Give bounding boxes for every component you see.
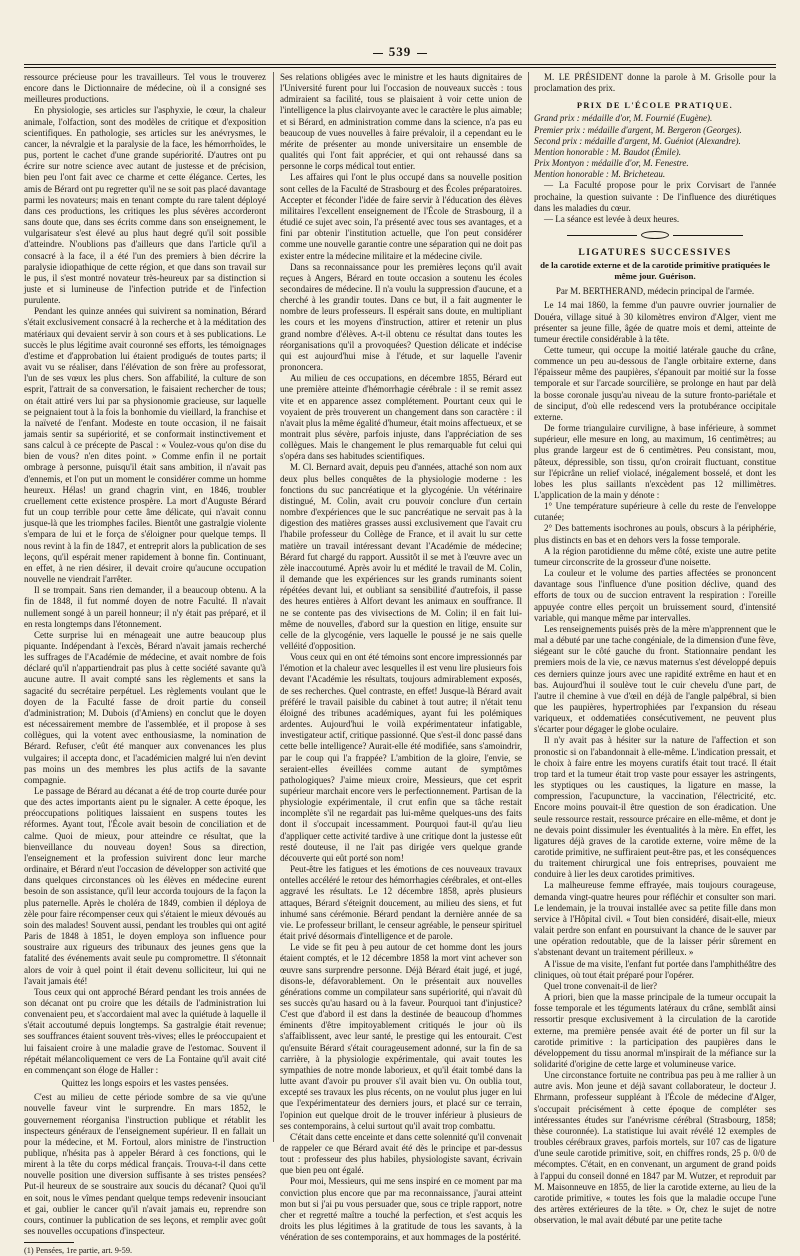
paragraph: A l'issue de ma visite, l'enfant fut portée dans l'amphithéâtre des cliniques, où tout était préparé pour l'opérer. — [534, 958, 776, 980]
column-2 — [280, 72, 522, 1243]
paragraph: La couleur et le volume des parties affectées se prononcent davantage sous l'influence d'une position déclive, quand des efforts de toux ou de succion entravent la respiration : l'oreille appuyée contre elles perçoit un bruissement sourd, d'intensité variable, qui manque même par intervalles. — [534, 568, 776, 623]
paragraph: A priori, bien que la masse principale de la tumeur occupait la fosse temporale et les téguments latéraux du crâne, semblât ainsi ressortir presque exclusivement à la circulation de la carotide externe, ma première pensée avait été de porter un fil sur la carotide primitive : la participation des paupières dans le développement du tissu anormal m'inspirait de la méfiance sur la solidarité d'origine de cette large et volumineuse varice. — [534, 992, 776, 1069]
article-title: LIGATURES SUCCESSIVES — [578, 247, 732, 259]
prize-heading: PRIX DE L'ÉCOLE PRATIQUE. — [576, 101, 734, 111]
paragraph: Une circonstance fortuite ne contribua pas peu à me rallier à un autre avis. Mon jeune et déjà savant collaborateur, le docteur J. Ehrmann, professeur suppléant à l'École de médecine d'Alger, s'occupait précisément à cette époque de compléter ses intéressantes études sur l'anévrisme cérébral (Strasbourg, 1858; thèse couronnée). La statistique lui avait révélé 12 exemples de troubles cérébraux graves, parfois mortels, sur 107 cas de ligature d'une seule carotide primitive, soit, en chiffres ronds, 25 p. 0/0 de mécomptes. C'était, en en convenant, un argument de grand poids à l'appui du conseil donné en 1847 par M. Wutzer, et reproduit par M. Maisonneuve en 1855, de lier la carotide externe, au lieu de la carotide primitive, « toutes les fois que la maladie occupe l'une des artères extérieures de la tête. » Or, chez le sujet de notre observation, le mal avait débuté par une petite tache — [534, 1070, 776, 1226]
page-number: 539 — [24, 44, 776, 60]
prize-line: Prix Montyon : médaille d'or, M. Fenestre. — [534, 158, 689, 169]
paragraph: A la région parotidienne du même côté, existe une autre petite tumeur circonscrite de la grosseur d'une noisette. — [534, 545, 776, 567]
prize-line: Mention honorable : M. Baudot (Émile). — [534, 146, 681, 157]
header-rule-thin — [24, 67, 776, 68]
paragraph: Vous ceux qui en ont été témoins sont encore impressionnés par l'émotion et la chaleur avec lesquelles il est venu lire plusieurs fois devant l'Académie les résultats, toujours admirablement exposés, de ses recherches. Quel contraste, en effet! Jusque-là Bérard avait préféré le travail paisible du cabinet à tout autre; il n'était tenu éloigné des tribunes académiques, ayant fui les polémiques ardentes. Aujourd'hui le voilà expérimentateur infatigable, investigateur actif, critique passionné. Que s'est-il donc passé dans cette belle intelligence? Aurait-elle été modifiée, sans s'amoindrir, par le coup qui l'a frappée? L'ambition de la gloire, l'envie, se seraient-elles éveillées comme autant de symptômes pathologiques? J'aime mieux croire, Messieurs, que cet esprit supérieur marchait encore vers le perfectionnement. Partisan de la physiologie expérimentale, il crut enfin que sa tâche restait incomplète s'il ne regardait pas lui-même quelques-uns des faits dont il s'occupait incessamment. Pourquoi faut-il qu'au lieu d'appliquer cette activité tardive à une critique dont la justesse eût resté douteuse, il ne l'ait pas dirigée vers quelque grande découverte qui eût porté son nom! — [280, 652, 522, 863]
paragraph: M. Cl. Bernard avait, depuis peu d'années, attaché son nom aux deux plus belles conquêtes de la physiologie moderne : les fonctions du suc pancréatique et la glycogénie. Un vétérinaire distingué, M. Colin, avait cru pouvoir conclure d'un certain nombre d'expériences que le suc pancréatique ne servait pas à la digestion des matières grasses aussi exclusivement que l'avait cru l'habile professeur du Collège de France, et il avait lu sur cette matière un travail intéressant devant l'Académie de médecine; Bérard fut chargé du rapport. Aussitôt il se met à l'œuvre avec un zèle inaccoutumé. Après avoir lu et médité le travail de M. Colin, il demande que les expériences sur les grands ruminants soient répétées devant lui, et oubliant sa sensibilité d'autrefois, il passe des heures entières à Alfort devant les animaux en souffrance. Il ne se contente pas des vivisections de M. Colin; il en fait lui-même de nouvelles, d'abord sur la question en litige, ensuite sur celle de la glycogénie, vers laquelle le poussé je ne sais quelle velléité d'opposition. — [280, 462, 522, 651]
paragraph: En physiologie, ses articles sur l'asphyxie, le cœur, la chaleur animale, l'olfaction, sont des modèles de critique et d'exposition scientifiques. En pathologie, ses articles sur les anévrysmes, le cancer, la névralgie et la paralysie de la face, les hémorrhoïdes, le pus, portent le cachet d'une grande supériorité. D'autres ont pu écrire sur notre science avec autant de justesse et de précision, bien peu l'ont fait avec ce charme et cette élégance. Certes, les amis de Bérard ont pu regretter qu'il ne se soit pas placé davantage parmi les novateurs; mais en tenant compte du rare talent déployé dans ces productions, les critiques les plus sévères accorderont sans doute que, dans ses écrits comme dans son enseignement, le vulgarisateur s'est élevé au plus haut degré qu'il soit possible d'atteindre. N'oublions pas d'ailleurs que dans l'article qu'il a consacré à la face, il a été l'un des premiers à bien décrire la paralysie idiopathique de cette région, et que dans son travail sur le pus, il s'est montré novateur très-heureux par sa distinction si juste et si lumineuse de l'infection putride et de l'infection purulente. — [24, 105, 266, 306]
paragraph: Les renseignements puisés près de la mère m'apprennent que le mal a débuté par une tache congéniale, de la dimension d'une fève, siégeant sur le côté gauche du front. Stationnaire pendant les premiers mois de la vie, ce nævus maternus s'est développé depuis ces derniers quinze jours avec une rapidité extrême en haut et en bas. Aujourd'hui il soulève tout le cuir chevelu d'une part, de l'autre il chemine à vue d'œil en déjà de l'angle palpébral, si bien que les paupières, hypertrophiées par l'expansion du réseau variqueux, et oddematiées consécutivement, ne peuvent plus s'écarter pour dégager le globe oculaire. — [534, 623, 776, 735]
prize-line: Premier prix : médaille d'argent, M. Bergeron (Georges). — [534, 124, 742, 135]
paragraph: Quel trone convenait-il de lier? — [544, 980, 658, 991]
paragraph: Le vide se fit peu à peu autour de cet homme dont les jours étaient comptés, et le 12 décembre 1858 la mort vint achever son œuvre sans surprendre personne. Déjà Bérard était jugé, et jugé, disons-le, défavorablement. On le présentait aux nouvelles générations comme un compilateur sans supériorité, qui n'avait dû ses succès qu'au hasard ou à la faveur. Pourquoi tant d'injustice? C'est que d'abord il est dans la destinée de beaucoup d'hommes éminents d'être impitoyablement critiqués le jour où ils s'affaiblissent, avec leur santé, le prestige qui les entourait. C'est qu'ensuite Bérard s'était courageusement adonné, sur la fin de sa carrière, à la physiologie expérimentale, qui avait toutes les sympathies de notre monde laborieux, et qu'il était tombé dans la lutte avant d'avoir pu prouver s'il avait bien vu. On oublia tout, excepté ses travaux les plus récents, on ne voulut plus juger en lui que l'expérimentateur des derniers jours, et placé sur ce terrain, l'opinion eut quelque droit de le trouver inférieur à plusieurs de ses contemporains, à celui surtout qu'il avait trop combattu. — [280, 942, 522, 1131]
paragraph: Cette tumeur, qui occupe la moitié latérale gauche du crâne, commence un peu au-dessous de l'angle orbitaire externe, dans l'épaisseur même des paupières, s'épanouit par moitié sur la fosse temporale et sur l'arcade sourcilière, se prolonge en haut par delà la bosse coronale jusqu'au niveau de la suture fronto-pariétale et de sinciput, d'où elle redescend vers la protubérance occipitale externe. — [534, 344, 776, 422]
header-rule — [24, 64, 776, 65]
paragraph: Le passage de Bérard au décanat a été de trop courte durée pour que des actes importants aient pu le signaler. A cette époque, les préoccupations politiques laissaient en suspens toutes les réformes. Ayant tout, l'École avait besoin de conciliation et de calme. Quoi de mieux, pour atteindre ce résultat, que la bienveillance du nouveau doyen! Sous sa direction, l'enseignement et la profession suivirent donc leur marche ordinaire, et Bérard n'eut l'occasion de développer son activité que dans quelques circonstances où les élèves en médecine eurent besoin de son assistance, qu'il leur accorda toujours de la façon la plus paternelle. Après le choléra de 1849, combien il déploya de zèle pour faire récompenser ceux qui s'étaient le mieux dévoués au soin des malades! Souvent aussi, pendant les troubles qui ont agité Paris de 1848 à 1851, le doyen employa son influence pour soustraire aux rigueurs des tribunaux des jeunes gens que la fatalité des événements avait seule pu compromettre. Il s'étonnait alors de voir à quel point il était devenu solliciteur, lui qui ne l'avait jamais été! — [24, 786, 266, 986]
paragraph: ressource précieuse pour les travailleurs. Tel vous le trouverez encore dans le Dictionnaire de médecine, où il a consigné ses meilleures productions. — [24, 72, 266, 105]
paragraph: C'est au milieu de cette période sombre de sa vie qu'une nouvelle faveur vint le surprendre. En mars 1852, le gouvernement réorganisa l'instruction publique et rétablit les inspecteurs généraux de l'enseignement supérieur. Il en fallait un pour la médecine, et M. Fortoul, alors ministre de l'instruction publique, n'hésita pas à appeler Bérard à ces fonctions, qui le mirent à la tête du corps médical français. Trouva-t-il dans cette nouvelle position une diversion suffisante à ses tristes pensées? Put-il heureux de se soustraire aux soucis du décanat? Quoi qu'il en soit, nous le vîmes pendant quelque temps redevenir insouciant et gai, oublier le cancer qu'il n'avait jamais eu, reprendre son cours, continuer la publication de ses leçons, et remplir avec goût ses nouvelles occupations d'inspecteur. — [24, 1092, 266, 1237]
paragraph: Il se trompait. Sans rien demander, il a beaucoup obtenu. A la fin de 1848, il fut nommé doyen de notre Faculté. Il n'avait nullement songé à un pareil honneur; il n'y était pas préparé, et il en resta longtemps dans l'étonnement. — [24, 585, 266, 629]
paragraph: Il n'y avait pas à hésiter sur la nature de l'affection et son pronostic si on l'abandonnait à elle-même. L'indication pressait, et le choix à faire entre les moyens curatifs était tout tracé. Il était trop tard et la tumeur était trop vaste pour essayer les astringents, les styptiques ou les caustiques, la ligature en masse, la compression, l'acupuncture, la vaccination, l'électricité, etc. Encore moins pouvait-il être question de son éradication. Une seule ressource restait, ressource précaire en elle-même, et dont je ne devais point dissimuler les éventualités à la mère. En effet, les ligatures déjà graves de la carotide externe, voire même de la carotide primitive, ne suffiraient peut-être pas, et les conséquences du traitement chirurgical une fois entreprises, pouvaient me conduire à lier les deux carotides primitives. — [534, 735, 776, 880]
paragraph: Tous ceux qui ont approché Bérard pendant les trois années de son décanat ont pu croire que les détails de l'administration lui convenaient peu, et s'accordaient mal avec la quiétude à laquelle il s'était accoutumé depuis longtemps. Sa gastralgie était revenue; ses souffrances étaient souvent très-vives; elles le préoccupaient et lui faisaient croire à une maladie grave de l'estomac. Souvent il répétait mélancoliquement ce vers de La Fontaine qu'il avait cité en commençant son éloge de Haller : — [24, 986, 266, 1075]
prize-line: Second prix : médaille d'argent, M. Guéniot (Alexandre). — [534, 135, 741, 146]
paragraph: Dans sa reconnaissance pour les premières leçons qu'il avait reçues à Angers, Bérard en toute occasion a soutenu les écoles secondaires de médecine. Il n'a voulu la suppression d'aucune, et a cherché à les grandir toutes. Dans ce but, il a fait augmenter le nombre de leurs professeurs. Il espérait sans doute, en multipliant les cours et les moyens d'instruction, attirer et retenir un plus grand nombre d'élèves. A-t-il obtenu ce résultat dans toutes les réorganisations qu'il a provoquées? Question délicate et indécise qui est aujourd'hui mise à l'étude, et sur laquelle l'avenir prononcera. — [280, 261, 522, 373]
paragraph: Pour moi, Messieurs, qui me sens inspiré en ce moment par ma conviction plus encore que par ma reconnaissance, j'aurai atteint mon but si j'ai pu vous persuader que, sous ce triple rapport, notre cher et regretté maître a touché la perfection, et s'est acquis les droits les plus légitimes à la gratitude de tous les savants, à la vénération de ses contemporains, et aux hommages de la postérité. — [280, 1176, 522, 1243]
paragraph: 1° Une température supérieure à celle du reste de l'enveloppe cutanée; — [534, 501, 776, 523]
faculty-question: — La Faculté propose pour le prix Corvisart de l'année prochaine, la question suivante : De l'influence des diurétiques dans les maladies du cœur. — [534, 180, 776, 213]
paragraph: Cette surprise lui en ménageait une autre beaucoup plus piquante. Indépendant à l'excès, Bérard n'avait jamais recherché les suffrages de l'Académie de médecine, et avait nombre de fois déclaré qu'il n'appartiendrait pas plus à cette société savante qu'à aucune autre. Il avait compté sans les règlements et sans la sagacité du secrétaire perpétuel. Les règlements voulant que le doyen de la Faculté fasse de droit partie du conseil d'administration; M. Dubois (d'Amiens) en conclut que le doyen est nécessairement membre de l'assemblée, et il propose à ses collègues, qui la votent avec enthousiasme, la nomination de Bérard. Refuser, c'eût été manquer aux convenances les plus vulgaires; il accepta donc, et l'académicien malgré lui n'en devint pas moins un des membres les plus actifs de la savante compagnie. — [24, 629, 266, 785]
paragraph: 2° Des battements isochrones au pouls, obscurs à la périphérie, plus distincts en bas et en dehors vers la fosse temporale. — [534, 523, 776, 545]
column-divider-2 — [528, 72, 529, 1142]
paragraph: Au milieu de ces occupations, en décembre 1855, Bérard eut une première atteinte d'hémorrhagie cérébrale : il se remit assez vite et en apparence assez complétement. Pourtant ceux qui le voyaient de près trouverent un changement dans son caractère : il n'avait plus la même égalité d'humeur, était moins affectueux, et se montrait plus sévère, parfois injuste, dans l'appréciation de ses collègues. Mais le changement le plus remarquable fut celui qui s'opéra dans ses habitudes scientifiques. — [280, 373, 522, 462]
paragraph: Peut-être les fatigues et les émotions de ces nouveaux travaux ontelles accéléré le retour des hémorrhagies cérébrales, et ont-elles aggravé les résultats. Le 12 décembre 1858, après plusieurs attaques, Bérard s'éteignit doucement, au milieu des siens, et fut inhumé sans cérémonie. Bérard pendant la dernière année de sa vie. Le professeur brillant, le censeur agréable, le penseur spirituel était privé désormais d'intelligence et de parole. — [280, 864, 522, 942]
column-3 — [534, 72, 776, 1226]
president-intro: M. LE PRÉSIDENT donne la parole à M. Grisolle pour la proclamation des prix. — [534, 72, 776, 94]
article-byline: Par M. BERTHERAND, médecin principal de l'armée. — [555, 286, 755, 297]
paragraph: Ses relations obligées avec le ministre et les hauts dignitaires de l'Université furent pour lui l'occasion de nouveaux succès : tous admiraient sa facilité, tous se plaisaient à voir cette union de l'intelligence la plus clairvoyante avec le caractère le plus aimable; et si Bérard, en administration comme dans la science, n'a pas eu beaucoup de vues nouvelles à faire prévaloir, il a cependant eu le mérite de présenter au monde universitaire un ensemble de qualités qui l'ont fait apprécier, et qui ont rehaussé dans sa personne le corps médical tout entier. — [280, 72, 522, 172]
session-closing: — La séance est levée à deux heures. — [544, 213, 680, 224]
newspaper-page — [24, 0, 776, 1256]
paragraph: Le 14 mai 1860, la femme d'un pauvre ouvrier journalier de Douéra, village situé à 30 kilomètres environ d'Alger, vient me présenter sa jeune fille, âgée de quatre mois et demi, atteinte de tumeur érectile considérable à la tête. — [534, 300, 776, 344]
footnote-rule — [24, 1242, 74, 1243]
prize-line: Grand prix : médaille d'or, M. Fournié (Eugène). — [534, 113, 713, 124]
paragraph: De forme triangulaire curviligne, à base inférieure, à sommet supérieur, elle mesure en long, au maximum, 16 centimètres; au plus grande largeur est de 6 centimètres. Peu consistant, mou, pâteux, dépressible, son tissu, qu'on croirait fluctuant, constitue sur l'épicrâne un relief violacé, inégalement bosselé, et dont les lobes les plus saillants n'excèdent pas 12 millimètres. L'application de la main y dénote : — [534, 423, 776, 500]
paragraph: Les affaires qui l'ont le plus occupé dans sa nouvelle position sont celles de la Faculté de Strasbourg et des Écoles préparatoires. Accepter et féconder l'idée de faire servir à l'éducation des élèves militaires l'excellent enseignement de l'École de Strasbourg, il a étudié ce sujet avec soin, l'a présenté avec tous ses avantages, et a fini par obtenir l'institution actuelle, que l'on peut considérer comme une nouvelle garantie contre une séparation qui ne doit pas exister entre la médecine militaire et la médecine civile. — [280, 172, 522, 261]
paragraph: C'était dans cette enceinte et dans cette solennité qu'il convenait de rappeler ce que Bérard avait été dès le principe et par-dessus tout : professeur des plus habiles, physiologiste savant, écrivain que bien peu ont égalé. — [280, 1131, 522, 1176]
column-divider-1 — [273, 72, 274, 1142]
prize-line: Mention honorable : M. Bricheteau. — [534, 169, 666, 180]
footnote: (1) Pensées, 1re partie, art. 9-59. — [24, 1246, 133, 1256]
paragraph: Pendant les quinze années qui suivirent sa nomination, Bérard s'était exclusivement consacré à la recherche et à la méditation des matériaux qui devaient servir à son cours et à ses publications. Le succès le plus légitime avait couronné ses efforts, les témoignages d'estime et d'approbation lui étaient prodigués de toutes parts; il avait vu se réaliser, dans l'élévation de son frère au professorat, l'un de ses vœux les plus chers. Son affabilité, la culture de son esprit, l'attrait de sa conversation, le faisaient rechercher de tous; on était attiré vers lui par sa physionomie gracieuse, sur laquelle se peignaient tout à la fois la bonhomie du vieillard, la franchise et la naïveté de l'enfant. Modeste en toute occasion, il ne faisait jamais sentir sa supériorité, et se conformait instinctivement et sans calcul à ce précepte de Pascal : « Voulez-vous qu'on dise du bien de vous? n'en dites point. » Comme enfin il ne portait ombrage à personne, puisqu'il était sans ambition, il n'avait pas d'ennemis, et l'on put un moment le considérer comme un homme heureux. Hélas! un grand chagrin vint, en 1846, troubler cruellement cette existence prospère. La mort d'Auguste Bérard fut un coup terrible pour cette âme délicate, qui n'avait connu jusque-là que les triomphes faciles. Bientôt une gastralgie violente s'empara de lui et le força de s'éloigner pour quelque temps. Il nous revint à la fin de 1847, et entreprit alors la publication de ses leçons, qu'il espérait mener rapidement à bonne fin. Continuant, en effet, à ne rien désirer, il devait croire qu'aucune occupation nouvelle ne viendrait l'arrêter. — [24, 306, 266, 585]
column-1 — [24, 72, 266, 1256]
paragraph: La malheureuse femme effrayée, mais toujours courageuse, demanda vingt-quatre heures pour réfléchir et consulter son mari. Le lendemain, je la trouvai installée avec sa petite fille dans mon service à l'Hôpital civil. « Tout bien considéré, disait-elle, mieux valait perdre son enfant en poursuivant la chance de le sauver par une opération redoutable, que de la laisser périr sûrement en s'abstenant devant un traitement périlleux. » — [534, 880, 776, 958]
section-ornament — [534, 231, 776, 239]
verse-quote: Quittez les longs espoirs et les vastes pensées. — [61, 1078, 229, 1089]
article-subtitle: de la carotide externe et de la carotide primitive pratiquées le même jour. Guérison. — [540, 260, 770, 281]
